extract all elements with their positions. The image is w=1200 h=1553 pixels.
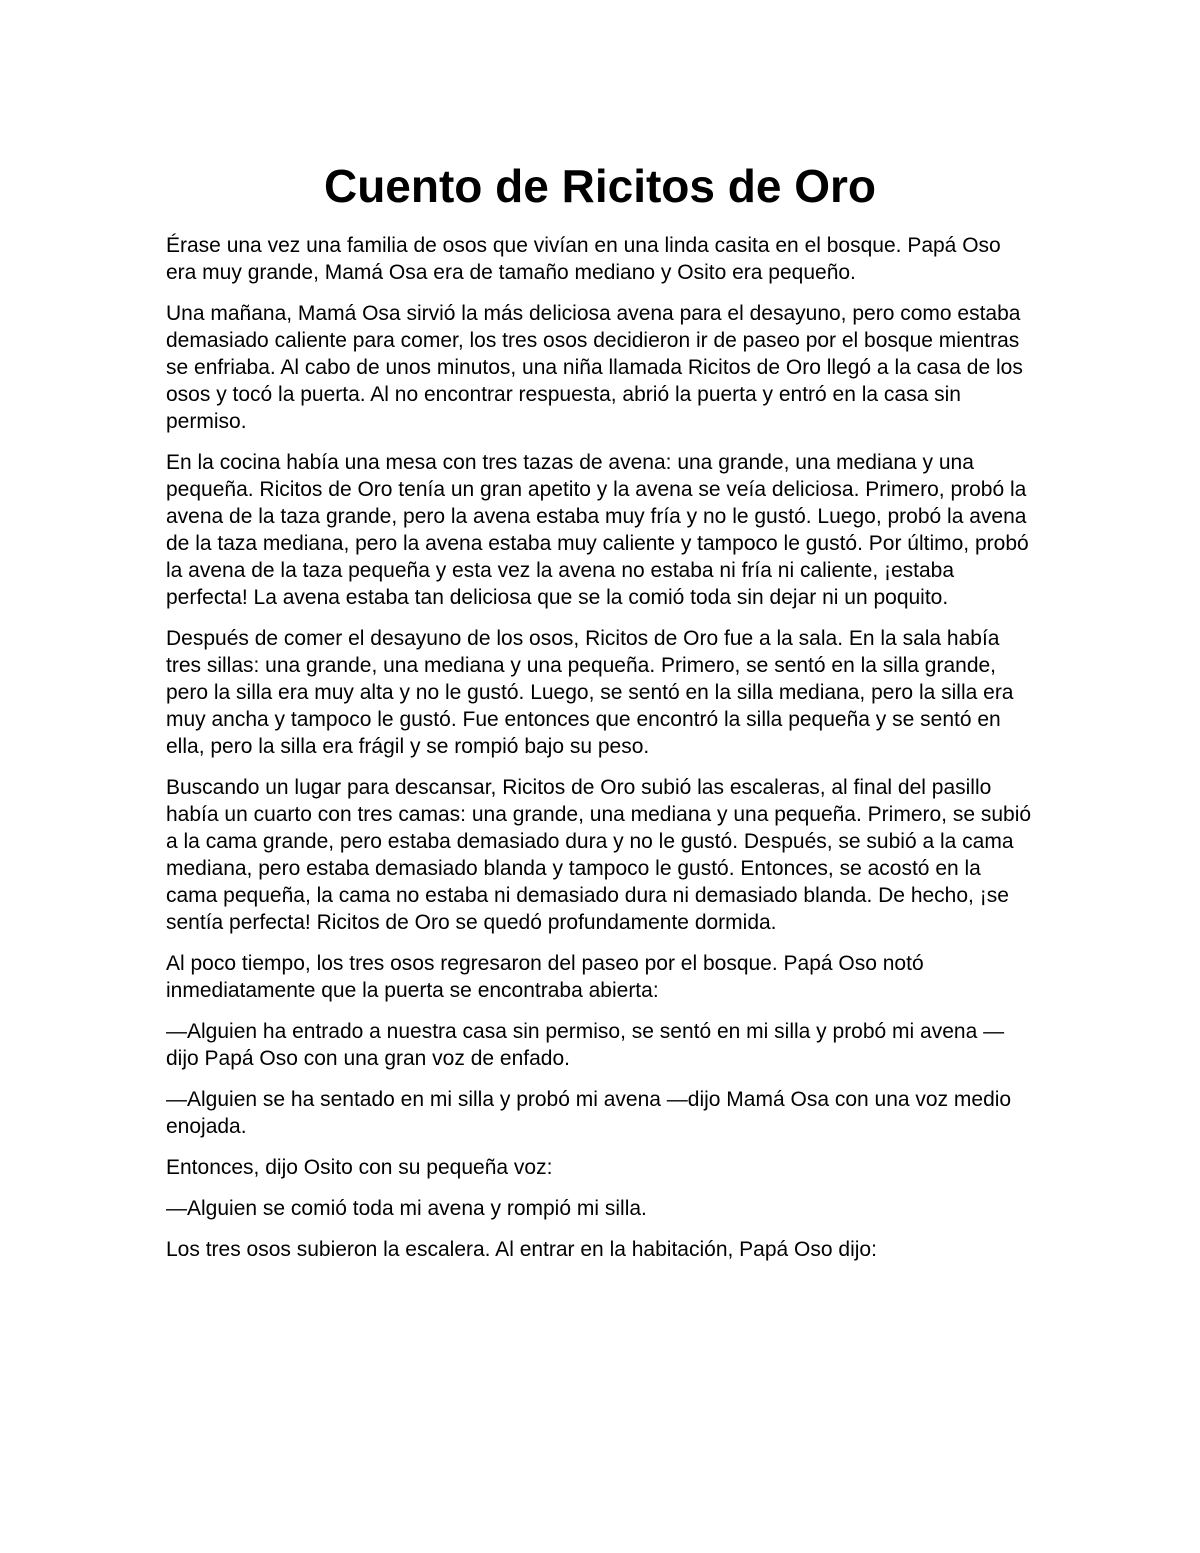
paragraph-5: Buscando un lugar para descansar, Ricitos de Oro subió las escaleras, al final del pasillo había un cuarto con tres camas: una grande, una mediana y una pequeña. Primero, se subió a la cama grande, pero estaba demasiado dura y no le gustó. Después, se subió a la cama mediana, pero estaba demasiado blanda y tampoco le gustó. Entonces, se acostó en la cama pequeña, la cama no estaba ni demasiado dura ni demasiado blanda. De hecho, ¡se sentía perfecta! Ricitos de Oro se quedó profundamente dormida.: [166, 776, 1032, 934]
paragraph-4: Después de comer el desayuno de los osos, Ricitos de Oro fue a la sala. En la sala había tres sillas: una grande, una mediana y una pequeña. Primero, se sentó en la silla grande, pero la silla era muy alta y no le gustó. Luego, se sentó en la silla mediana, pero la silla era muy ancha y tampoco le gustó. Fue entonces que encontró la silla pequeña y se sentó en ella, pero la silla era frágil y se rompió bajo su peso.: [166, 627, 1014, 758]
dialogue-osito: —Alguien se comió toda mi avena y rompió mi silla.: [166, 1197, 647, 1220]
dialogue-mama-osa: —Alguien se ha sentado en mi silla y probó mi avena —dijo Mamá Osa con una voz medio enojada.: [166, 1088, 1012, 1138]
paragraph-3: En la cocina había una mesa con tres tazas de avena: una grande, una mediana y una pequeña. Ricitos de Oro tenía un gran apetito y la avena se veía deliciosa. Primero, probó la avena de la taza grande, pero la avena estaba muy fría y no le gustó. Luego, probó la avena de la taza mediana, pero la avena estaba muy caliente y tampoco le gustó. Por último, probó la avena de la taza pequeña y esta vez la avena no estaba ni fría ni caliente, ¡estaba perfecta! La avena estaba tan deliciosa que se la comió toda sin dejar ni un poquito.: [166, 451, 1029, 609]
dialogue-papa-oso: —Alguien ha entrado a nuestra casa sin permiso, se sentó en mi silla y probó mi avena —dijo Papá Oso con una gran voz de enfado.: [166, 1020, 1005, 1070]
paragraph-osito-intro: Entonces, dijo Osito con su pequeña voz:: [166, 1156, 553, 1179]
document-title: Cuento de Ricitos de Oro: [323, 160, 877, 212]
paragraph-1: Érase una vez una familia de osos que vivían en una linda casita en el bosque. Papá Oso era muy grande, Mamá Osa era de tamaño mediano y Osito era pequeño.: [166, 234, 1001, 284]
paragraph-6: Al poco tiempo, los tres osos regresaron del paseo por el bosque. Papá Oso notó inmediatamente que la puerta se encontraba abierta:: [166, 952, 924, 1002]
paragraph-final: Los tres osos subieron la escalera. Al entrar en la habitación, Papá Oso dijo:: [166, 1238, 877, 1261]
document-body: [166, 232, 1034, 1263]
paragraph-2: Una mañana, Mamá Osa sirvió la más deliciosa avena para el desayuno, pero como estaba demasiado caliente para comer, los tres osos decidieron ir de paseo por el bosque mientras se enfriaba. Al cabo de unos minutos, una niña llamada Ricitos de Oro llegó a la casa de los osos y tocó la puerta. Al no encontrar respuesta, abrió la puerta y entró en la casa sin permiso.: [166, 302, 1023, 433]
